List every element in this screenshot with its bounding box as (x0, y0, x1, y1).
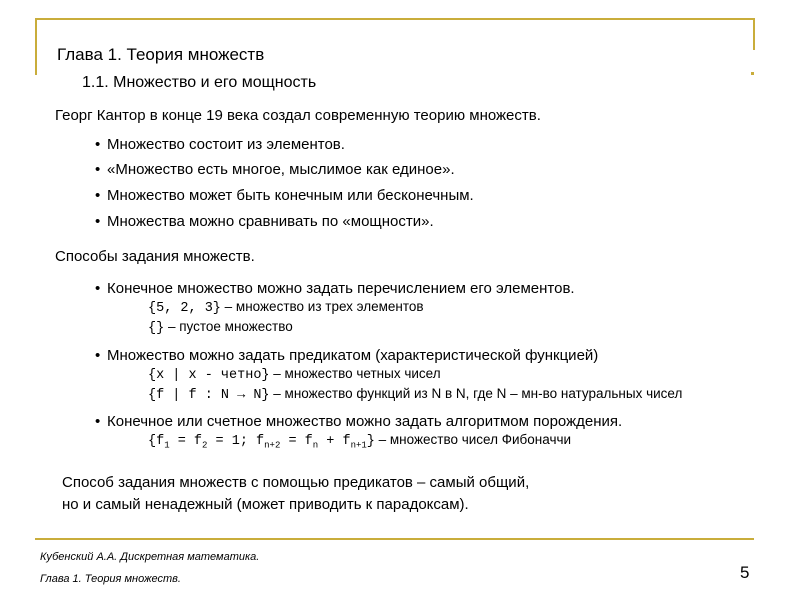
bullet-icon: • (95, 161, 101, 178)
bullet-text: Множество может быть конечным или бесконечным. (107, 187, 474, 204)
bullet-item (95, 161, 455, 178)
bullet-icon: • (95, 187, 101, 204)
bullet-icon: • (95, 347, 101, 364)
example-line (148, 432, 571, 451)
methods-heading: Способы задания множеств. (55, 248, 255, 265)
method-text: Конечное или счетное множество можно задать алгоритмом порождения. (107, 413, 623, 430)
example-code: {f | f : N → N} (148, 388, 270, 403)
bullet-icon: • (95, 413, 101, 430)
example-line (148, 319, 293, 336)
method-item (95, 280, 575, 297)
example-desc: – множество функций из N в N, где N – мн-во натуральных чисел (269, 386, 683, 401)
frame-top-line (35, 18, 754, 20)
bullet-text: Множества можно сравнивать по «мощности». (107, 213, 434, 230)
footer-author: Кубенский А.А. Дискретная математика. (40, 551, 260, 563)
bullet-item (95, 213, 434, 230)
bullet-text: «Множество есть многое, мыслимое как единое». (107, 161, 455, 178)
bullet-text: Множество состоит из элементов. (107, 136, 345, 153)
bullet-item (95, 187, 474, 204)
frame-bottom-line (35, 538, 754, 540)
example-code: {$f_1 = f_2 = 1$; $f_{n+2} = f_n + f_{n+1}$} (148, 434, 375, 451)
example-line (148, 299, 424, 316)
method-item (95, 347, 598, 364)
example-code: {x | x - четно} (148, 368, 270, 383)
bullet-icon: • (95, 136, 101, 153)
example-code: {} (148, 321, 165, 336)
frame-right-line (753, 18, 755, 50)
method-text: Множество можно задать предикатом (характеристической функцией) (107, 347, 599, 364)
example-desc: – пустое множество (164, 319, 293, 334)
bullet-item (95, 136, 345, 153)
example-code: {5, 2, 3} (148, 301, 221, 316)
bullet-icon: • (95, 213, 101, 230)
conclusion-line: но и самый ненадежный (может приводить к парадоксам). (62, 496, 469, 513)
example-desc: – множество из трех элементов (220, 299, 424, 314)
example-desc: – множество четных чисел (269, 366, 441, 381)
example-line (148, 366, 441, 383)
footer-chapter: Глава 1. Теория множеств. (40, 573, 181, 585)
bullet-icon: • (95, 280, 101, 297)
frame-dot (751, 72, 754, 75)
method-item (95, 413, 622, 430)
page-number: 5 (740, 563, 750, 582)
example-desc: – множество чисел Фибоначчи (374, 432, 572, 447)
section-title: 1.1. Множество и его мощность (82, 74, 317, 91)
method-text: Конечное множество можно задать перечислением его элементов. (107, 280, 575, 297)
chapter-title: Глава 1. Теория множеств (57, 45, 265, 64)
conclusion-line: Способ задания множеств с помощью предикатов – самый общий, (62, 474, 530, 491)
example-line (148, 386, 682, 403)
frame-left-line (35, 18, 37, 75)
intro-text: Георг Кантор в конце 19 века создал современную теорию множеств. (55, 107, 541, 124)
